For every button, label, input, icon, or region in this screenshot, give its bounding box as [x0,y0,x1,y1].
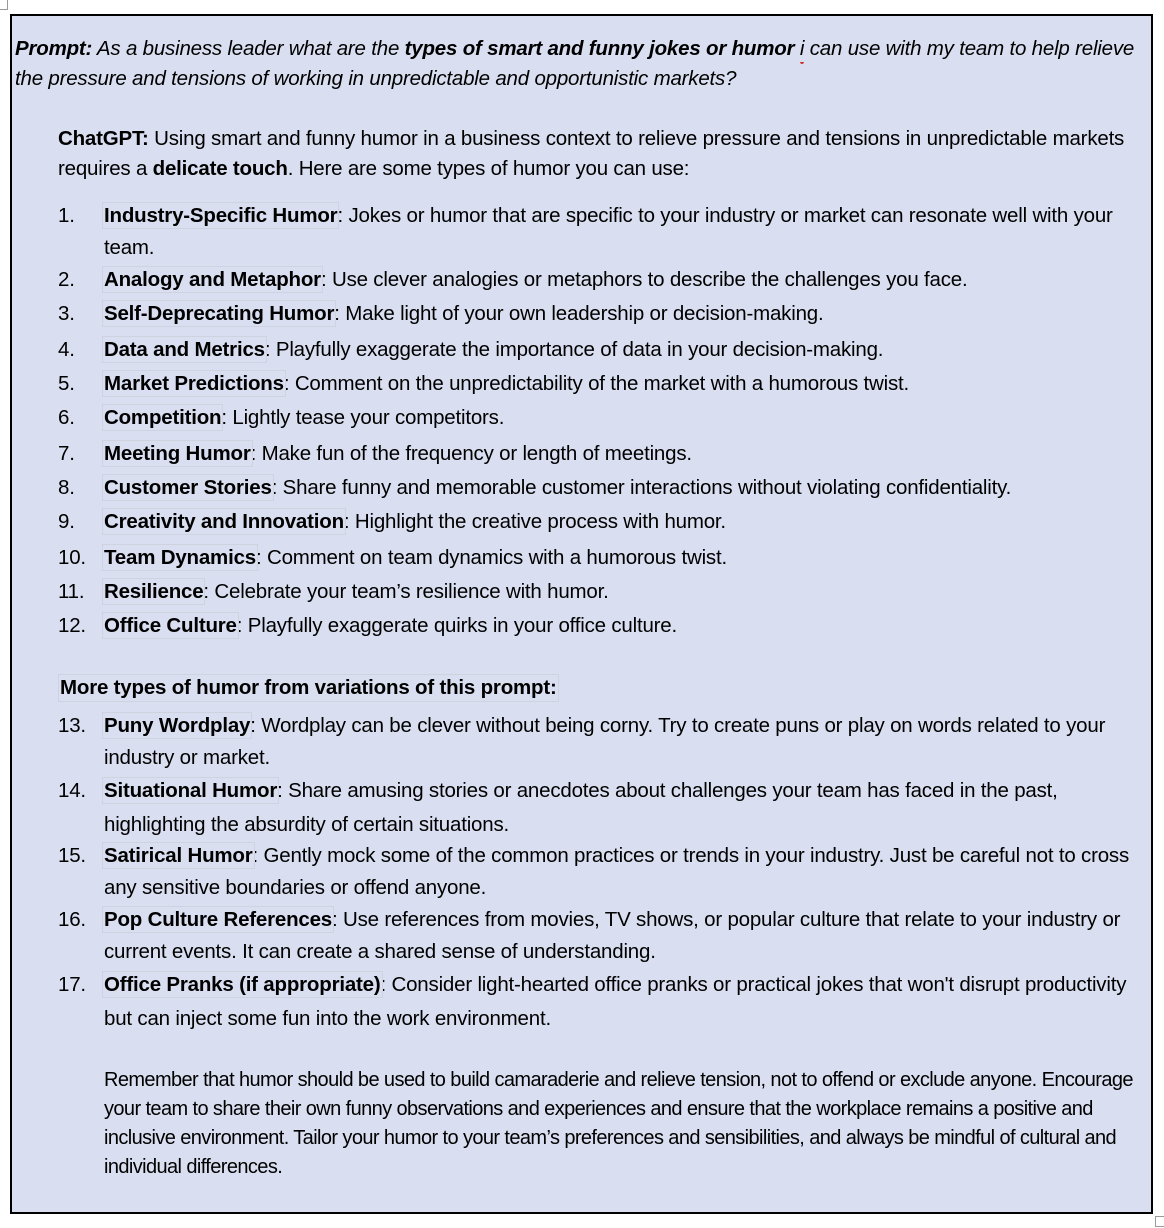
more-types-heading: More types of humor from variations of this prompt: [60,676,557,699]
item-description: : Share funny and memorable customer interactions without violating confidentiality. [271,476,1012,499]
item-description: : Highlight the creative process with humor. [343,510,726,533]
list-item [58,438,1143,470]
item-number: 13. [58,714,86,737]
list-item [58,840,1143,904]
item-description: : Wordplay can be clever without being corny. Try to create puns or play on words related to your industry or market. [104,714,1106,769]
list-item [58,576,1143,608]
list-item [58,968,1143,1036]
intro-text-end: . Here are some types of humor you can use: [287,157,690,180]
prompt-text-before: As a business leader what are the [92,37,405,60]
response-intro [58,124,1128,184]
list-item [58,542,1143,574]
item-description: : Jokes or humor that are specific to your industry or market can resonate well with your team. [104,204,1113,259]
list-item [58,904,1143,968]
prompt-label: Prompt: [15,37,93,60]
item-description: : Make light of your own leadership or decision-making. [334,302,824,325]
item-description: : Share amusing stories or anecdotes about challenges your team has faced in the past, highlighting the absurdity of certain situations. [104,779,1058,836]
prompt-text-after: can use with my team to help relieve the pressure and tensions of working in unpredictable and opportunistic markets? [15,37,1135,90]
item-term: Puny Wordplay [104,714,251,737]
item-number: 4. [58,338,75,361]
item-description: : Comment on team dynamics with a humorous twist. [255,546,727,569]
item-term: Office Culture [104,614,237,637]
item-description: : Gently mock some of the common practices or trends in your industry. Just be careful not to cross any sensitive boundaries or offend anyone. [104,844,1130,899]
item-term: Meeting Humor [104,442,251,465]
intro-bold: delicate touch [152,157,288,180]
list-item [58,264,1143,296]
prompt-bold-phrase: types of smart and funny jokes or humor [404,37,795,60]
list-item [58,610,1143,642]
item-description: : Comment on the unpredictability of the market with a humorous twist. [283,372,910,395]
list-item [58,774,1143,842]
item-number: 2. [58,268,75,291]
item-number: 11. [58,580,85,603]
item-number: 17. [58,973,86,996]
item-number: 15. [58,844,86,867]
item-number: 9. [58,510,75,533]
closing-paragraph: Remember that humor should be used to build camaraderie and relieve tension, not to offend or exclude anyone. Encourage your team to share their own funny observations and experiences and ensure that the workplace remains a positive and inclusive environment. Tailor your humor to your team’s preferences and sensibilities, and always be mindful of cultural and individual differences. [104,1069,1133,1178]
list-item [58,506,1143,538]
item-term: Office Pranks (if appropriate) [104,973,381,996]
resize-handle-top-left[interactable] [0,0,8,10]
item-term: Team Dynamics [104,546,256,569]
list-item [58,710,1143,774]
list-item [58,298,1143,330]
item-number: 12. [58,614,86,637]
item-number: 10. [58,546,86,569]
list-item [58,334,1143,366]
list-item [58,368,1143,400]
item-description: : Use references from movies, TV shows, or popular culture that relate to your industry or current events. It can create a shared sense of understanding. [104,908,1121,963]
item-description: : Lightly tease your competitors. [221,406,505,429]
item-description: : Celebrate your team’s resilience with humor. [203,580,609,603]
resize-handle-bottom-right[interactable] [1155,1216,1164,1227]
item-term: Resilience [104,580,204,603]
item-description: : Playfully exaggerate the importance of data in your decision-making. [264,338,884,361]
item-description: : Consider light-hearted office pranks or practical jokes that won't disrupt productivity but can inject some fun into the work environment. [104,973,1127,1030]
item-number: 16. [58,908,86,931]
item-term: Industry-Specific Humor [104,204,338,227]
item-number: 5. [58,372,75,395]
item-term: Self-Deprecating Humor [104,302,335,325]
item-number: 7. [58,442,75,465]
item-number: 14. [58,779,86,802]
item-term: Analogy and Metaphor [104,268,321,291]
item-term: Creativity and Innovation [104,510,344,533]
item-term: Pop Culture References [104,908,332,931]
item-number: 6. [58,406,75,429]
item-description: : Playfully exaggerate quirks in your office culture. [236,614,677,637]
misspelled-word[interactable]: i [800,34,804,64]
item-description: : Use clever analogies or metaphors to describe the challenges you face. [320,268,968,291]
item-term: Market Predictions [104,372,284,395]
item-term: Satirical Humor [104,844,253,867]
item-number: 3. [58,302,75,325]
item-number: 8. [58,476,75,499]
item-term: Situational Humor [104,779,278,802]
item-description: : Make fun of the frequency or length of meetings. [250,442,692,465]
item-term: Data and Metrics [104,338,265,361]
list-item [58,200,1143,264]
list-item [58,402,1143,434]
item-term: Customer Stories [104,476,272,499]
list-item [58,472,1143,504]
prompt-paragraph [15,34,1135,94]
intro-text: Using smart and funny humor in a business context to relieve pressure and tensions in unpredictable markets requires a [58,127,1125,180]
response-label: ChatGPT: [58,127,149,150]
item-term: Competition [104,406,222,429]
item-number: 1. [58,204,75,227]
